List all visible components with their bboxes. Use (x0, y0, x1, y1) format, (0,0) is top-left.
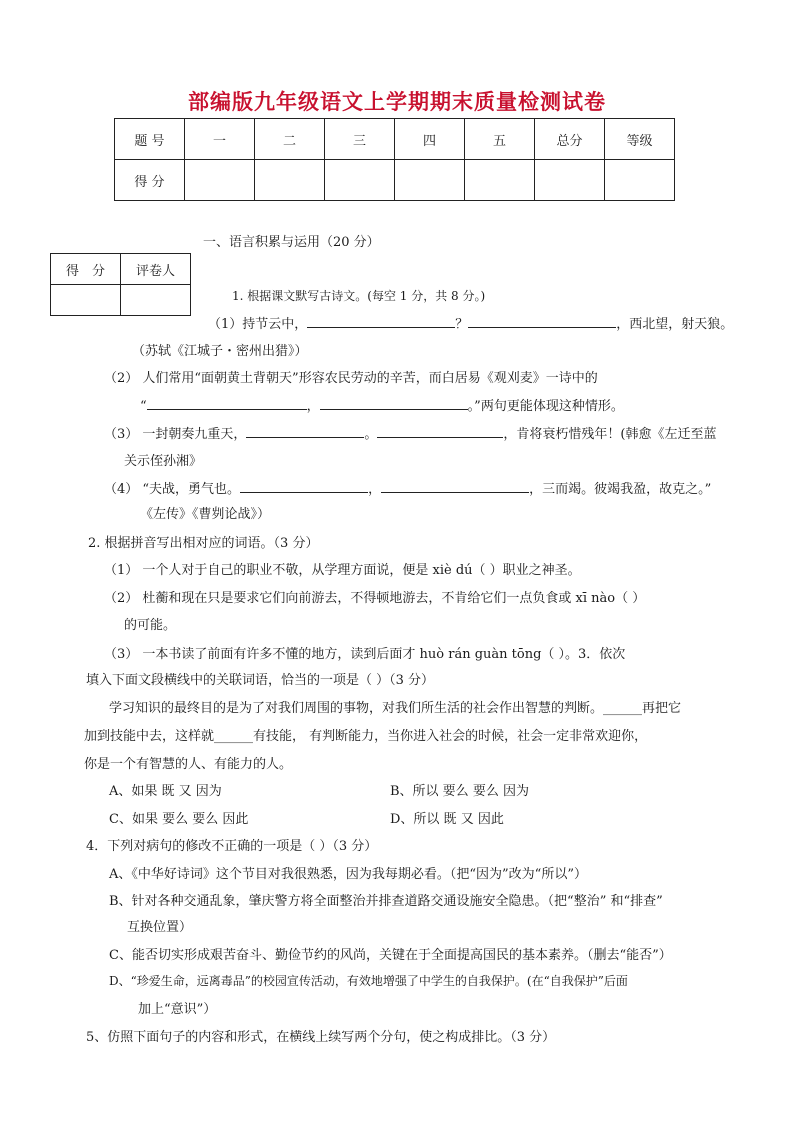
text: ？ (455, 317, 469, 332)
answer-blank[interactable] (381, 479, 529, 493)
passage-line: 加到技能中去，这样就______有技能， 有判断能力，当你进入社会的时候，社会一定非常欢迎你， (84, 729, 648, 744)
option-c[interactable]: C、如果 要么 要么 因此 (109, 812, 249, 827)
answer-blank[interactable] (246, 424, 364, 438)
option-a[interactable]: A、如果 既 又 因为 (109, 784, 222, 799)
option-b-continued: 互换位置） (127, 920, 193, 935)
grader-table (50, 253, 191, 316)
text: ，西北望，射天狼。 (616, 317, 734, 332)
score-cell[interactable] (535, 160, 605, 201)
page-title: 部编版九年级语文上学期期末质量检测试卷 (188, 90, 606, 114)
table-row (51, 254, 191, 285)
question-2-item: 的可能。 (124, 618, 177, 633)
question-2-item: （3） 一本书读了前面有许多不懂的地方，读到后面才 huò rán guàn tōng（ ）。3．依次 (104, 647, 626, 662)
table-row (115, 160, 675, 201)
question-1-line-4 (104, 478, 711, 497)
question-1-line-3 (104, 423, 717, 442)
source-note: （苏轼《江城子・密州出猎》） (132, 344, 308, 359)
passage-line: 你是一个有智慧的人、有能力的人。 (84, 757, 293, 772)
text: ， (306, 399, 320, 414)
score-header-cell: 总分 (535, 119, 605, 160)
score-header-cell: 五 (465, 119, 535, 160)
question-1-line-2: （2） 人们常用“面朝黄土背朝天”形容农民劳动的辛苦，而白居易《观刈麦》一诗中的 (104, 371, 598, 386)
passage-line: 学习知识的最终目的是为了对我们周围的事物，对我们所生活的社会作出智慧的判断。______再把它 (109, 701, 682, 716)
answer-blank[interactable] (307, 314, 455, 328)
question-1-line-3b: 关示侄孙湘》 (124, 454, 203, 469)
table-row (51, 285, 191, 316)
answer-blank[interactable] (468, 314, 616, 328)
score-cell[interactable] (325, 160, 395, 201)
text: （3） 一封朝奏九重天， (104, 427, 247, 442)
score-cell[interactable] (185, 160, 255, 201)
option-a[interactable]: A、《中华好诗词》这个节目对我很熟悉，因为我每期必看。（把“因为”改为“所以”） (109, 867, 587, 882)
option-d-continued: 加上“意识”） (138, 1002, 217, 1017)
text: “ (140, 399, 147, 414)
answer-blank[interactable] (147, 396, 307, 410)
score-table (114, 118, 675, 201)
option-d[interactable]: D、“珍爱生命，远离毒品”的校园宣传活动，有效地增强了中学生的自我保护。(在“自我保护”后面 (109, 974, 628, 988)
score-header-cell: 二 (255, 119, 325, 160)
question-2-stem: 2. 根据拼音写出相对应的词语。（3 分） (88, 536, 319, 551)
grader-score-cell[interactable] (51, 285, 121, 316)
option-d[interactable]: D、所以 既 又 因此 (390, 812, 504, 827)
text: ， (368, 482, 382, 497)
section-heading: 一、语言积累与运用（20 分） (203, 235, 380, 250)
score-cell[interactable] (465, 160, 535, 201)
question-2-item: （1） 一个人对于自己的职业不敬，从学理方面说，便是 xiè dú（ ）职业之神圣。 (104, 563, 581, 578)
answer-blank[interactable] (377, 424, 503, 438)
grader-score-label: 得 分 (51, 254, 121, 285)
table-row (115, 119, 675, 160)
score-header-cell: 题 号 (115, 119, 185, 160)
question-1-stem: 1. 根据课文默写古诗文。(每空 1 分，共 8 分。) (232, 289, 486, 303)
option-c[interactable]: C、能否切实形成艰苦奋斗、勤俭节约的风尚，关键在于全面提高国民的基本素养。（删去“能否”） (109, 948, 672, 963)
text: （1）持节云中， (208, 317, 308, 332)
score-header-cell: 四 (395, 119, 465, 160)
option-b[interactable]: B、所以 要么 要么 因为 (390, 784, 529, 799)
answer-blank[interactable] (240, 479, 368, 493)
grader-name-label: 评卷人 (121, 254, 191, 285)
score-header-cell: 一 (185, 119, 255, 160)
question-5-stem: 5、仿照下面句子的内容和形式，在横线上续写两个分句，使之构成排比。（3 分） (86, 1030, 556, 1045)
question-3-stem: 填入下面文段横线中的关联词语，恰当的一项是（ ）（3 分） (86, 673, 435, 688)
text: （4） “夫战，勇气也。 (104, 482, 241, 497)
option-b[interactable]: B、针对各种交通乱象，肇庆警方将全面整治并排查道路交通设施安全隐患。（把“整治” 和“排查” (109, 894, 663, 909)
question-4-stem: 4．下列对病句的修改不正确的一项是（ ）（3 分） (86, 839, 378, 854)
score-cell[interactable] (255, 160, 325, 201)
text: 。 (364, 427, 378, 442)
score-header-cell: 三 (325, 119, 395, 160)
question-1-line-1 (208, 313, 733, 332)
score-cell[interactable] (605, 160, 675, 201)
score-row-label: 得 分 (115, 160, 185, 201)
text: ，肯将衰朽惜残年！(韩愈《左迁至蓝 (503, 427, 717, 442)
grader-name-cell[interactable] (121, 285, 191, 316)
question-1-line-2b (140, 395, 624, 414)
text: 。”两句更能体现这种情形。 (467, 399, 624, 414)
score-cell[interactable] (395, 160, 465, 201)
score-header-cell: 等级 (605, 119, 675, 160)
question-2-item: （2） 杜蘅和现在只是要求它们向前游去，不得顿地游去，不肯给它们一点负食或 xī nào（ ） (104, 591, 646, 606)
answer-blank[interactable] (320, 396, 468, 410)
source-note: 《左传》《曹刿论战》） (140, 507, 271, 522)
text: ，三而竭。彼竭我盈，故克之。” (529, 482, 712, 497)
